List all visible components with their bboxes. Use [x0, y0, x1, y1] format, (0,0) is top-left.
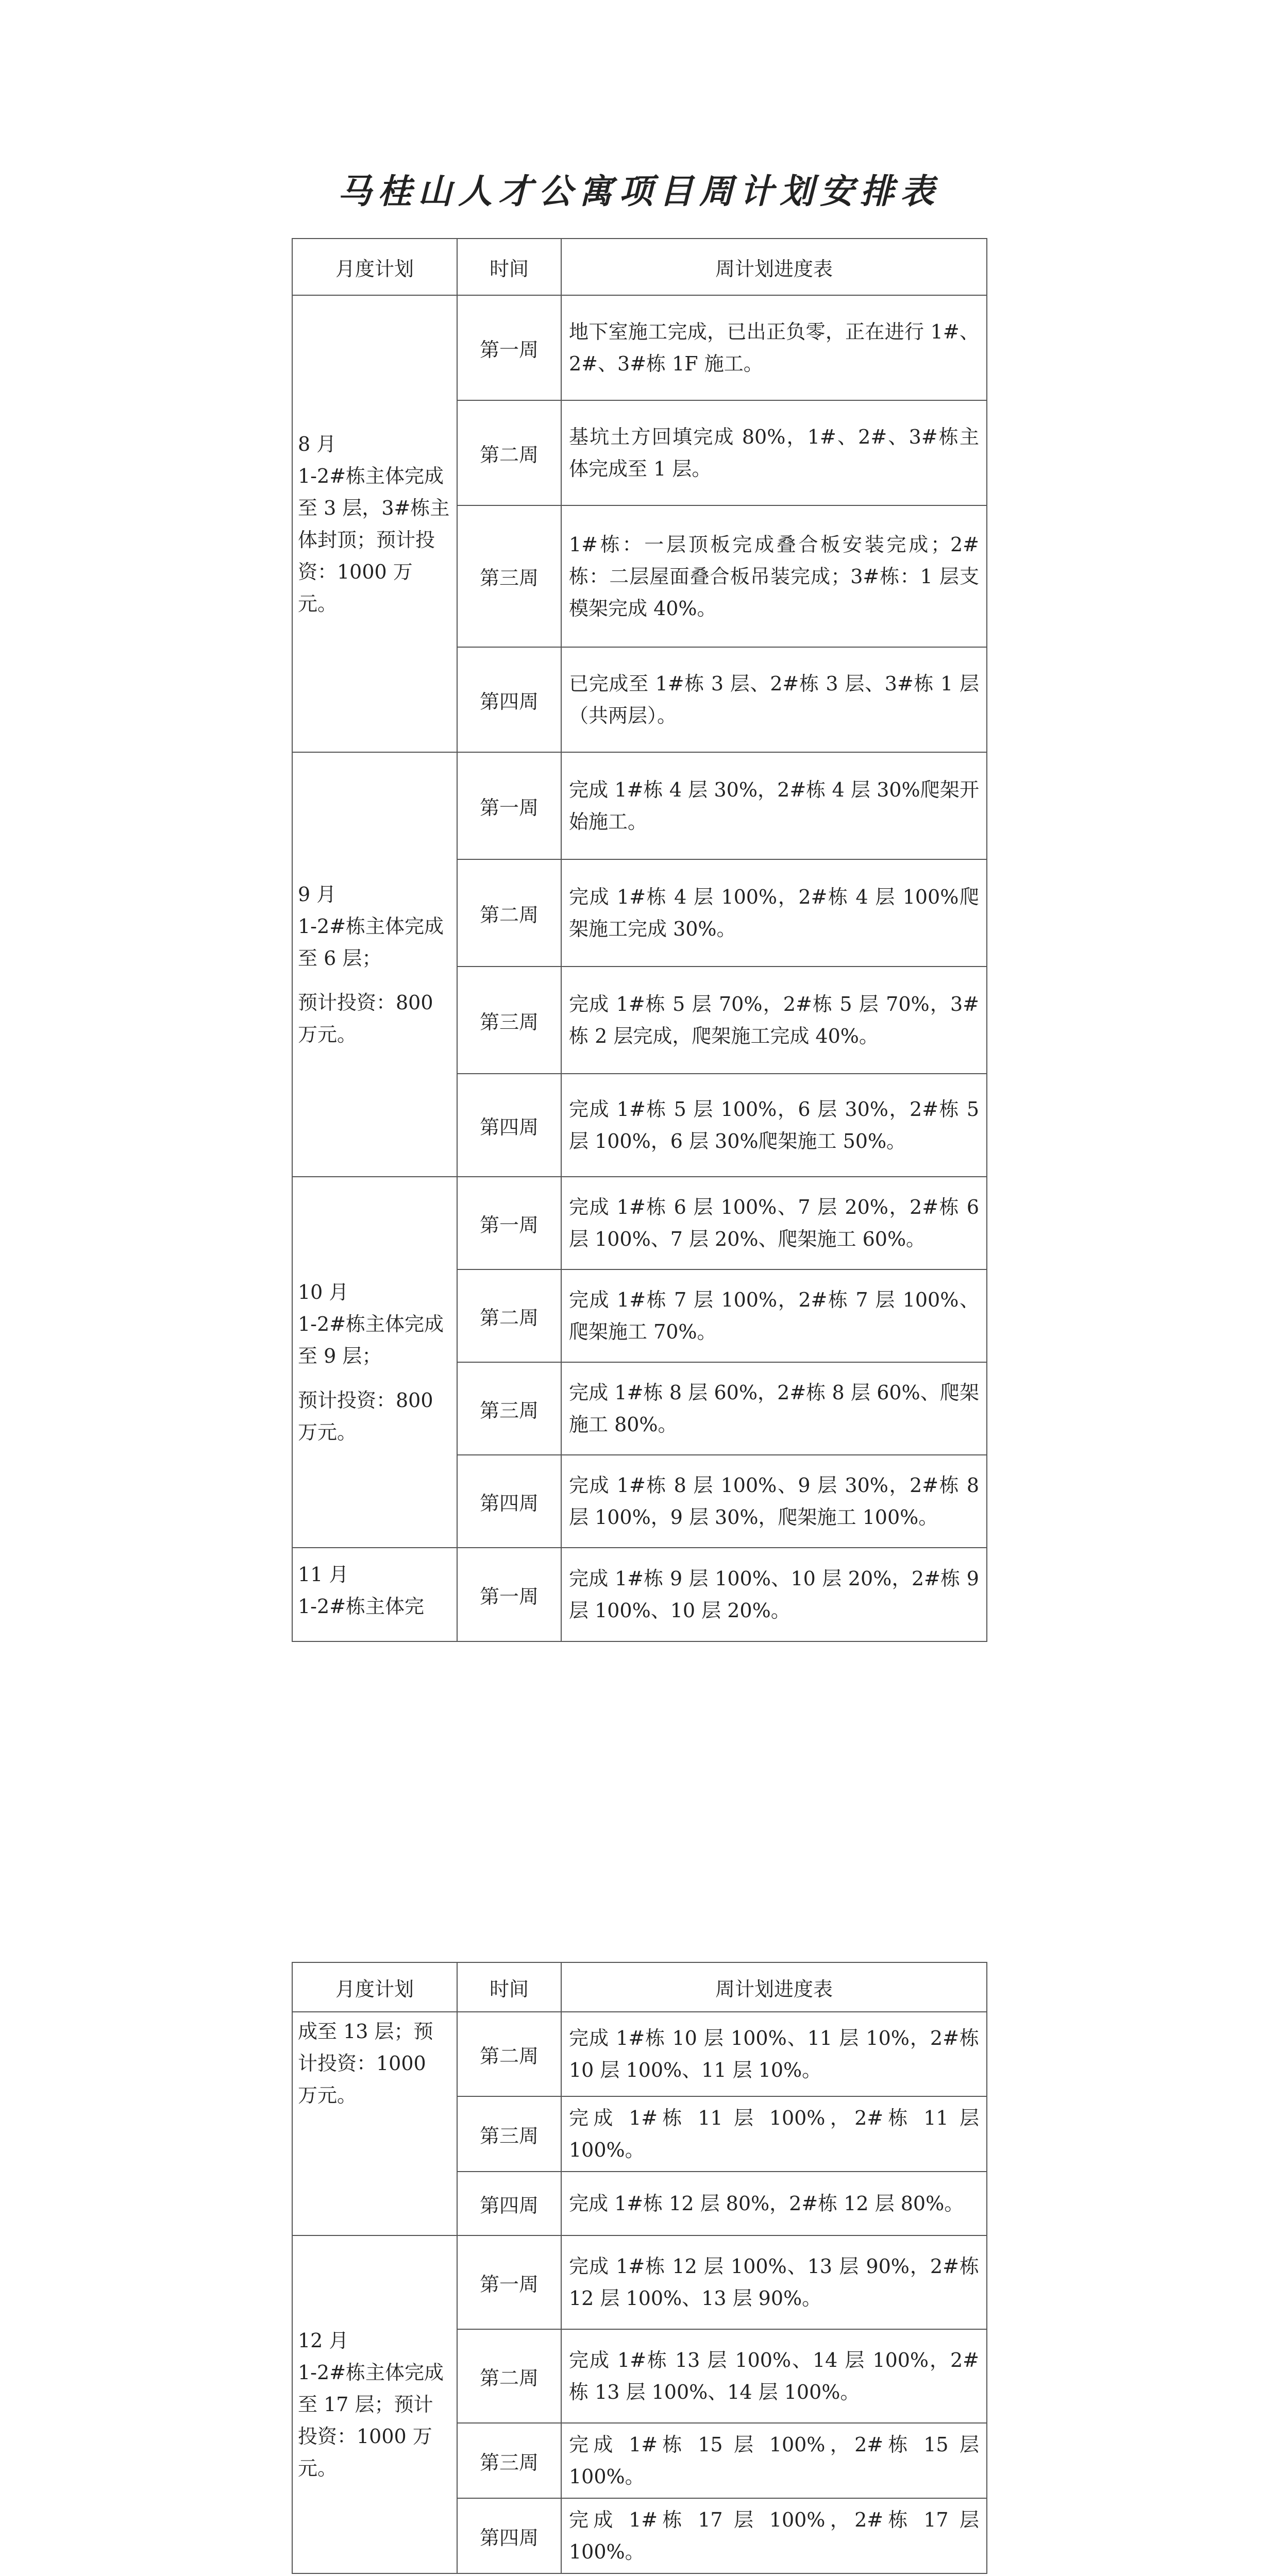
month-plan-dec — [292, 2235, 457, 2573]
header-time: 时间 — [457, 239, 561, 295]
week-label: 第四周 — [457, 1455, 561, 1548]
week-progress: 完成 1#栋 7 层 100%，2#栋 7 层 100%、爬架施工 70%。 — [561, 1269, 987, 1362]
week-progress: 完成 1#栋 6 层 100%、7 层 20%，2#栋 6 层 100%、7 层 20%、爬架施工 60%。 — [561, 1177, 987, 1269]
week-progress: 完成 1#栋 4 层 30%，2#栋 4 层 30%爬架开始施工。 — [561, 752, 987, 859]
table-row — [292, 1548, 987, 1641]
week-label: 第三周 — [457, 967, 561, 1074]
month-investment-text: 预计投资：800 万元。 — [298, 991, 433, 1046]
table-header-row — [292, 239, 987, 295]
month-plan-nov — [292, 1548, 457, 1641]
month-label: 10 月 — [298, 1281, 349, 1303]
week-label: 第四周 — [457, 2498, 561, 2573]
week-label: 第三周 — [457, 2096, 561, 2172]
week-label: 第一周 — [457, 1548, 561, 1641]
month-investment-text: 预计投资：800 万元。 — [298, 1389, 433, 1444]
week-label: 第二周 — [457, 400, 561, 505]
header-weekly-progress: 周计划进度表 — [561, 239, 987, 295]
week-progress: 完成 1#栋 9 层 100%、10 层 20%，2#栋 9 层 100%、10 层 20%。 — [561, 1548, 987, 1641]
table-row — [292, 295, 987, 400]
month-plan-text: 1-2#栋主体完成至 9 层； — [298, 1313, 444, 1367]
month-plan-text: 成至 13 层；预计投资：1000 万元。 — [298, 2020, 433, 2107]
week-label: 第三周 — [457, 1362, 561, 1455]
week-label: 第一周 — [457, 2235, 561, 2329]
header-weekly-progress: 周计划进度表 — [561, 1962, 987, 2012]
week-progress: 1#栋：一层顶板完成叠合板安装完成；2#栋：二层屋面叠合板吊装完成；3#栋：1 层支模架完成 40%。 — [561, 505, 987, 647]
week-progress: 完成 1#栋 5 层 70%，2#栋 5 层 70%，3#栋 2 层完成，爬架施工完成 40%。 — [561, 967, 987, 1074]
week-progress: 完成 1#栋 5 层 100%，6 层 30%，2#栋 5 层 100%，6 层 30%爬架施工 50%。 — [561, 1074, 987, 1177]
week-label: 第二周 — [457, 2329, 561, 2423]
month-plan-text: 1-2#栋主体完成至 17 层；预计投资：1000 万元。 — [298, 2361, 444, 2480]
week-label: 第三周 — [457, 2423, 561, 2498]
month-label: 12 月 — [298, 2329, 349, 2352]
week-progress: 完成 1#栋 10 层 100%、11 层 10%，2#栋 10 层 100%、11 层 10%。 — [561, 2012, 987, 2096]
week-label: 第三周 — [457, 505, 561, 647]
table-row — [292, 2012, 987, 2096]
week-progress: 完成 1#栋 13 层 100%、14 层 100%，2#栋 13 层 100%、14 层 100%。 — [561, 2329, 987, 2423]
week-label: 第一周 — [457, 295, 561, 400]
table-row — [292, 2235, 987, 2329]
month-plan-oct — [292, 1177, 457, 1548]
week-progress: 完成 1#栋 8 层 60%，2#栋 8 层 60%、爬架施工 80%。 — [561, 1362, 987, 1455]
week-label: 第二周 — [457, 859, 561, 967]
week-label: 第四周 — [457, 2172, 561, 2235]
week-label: 第二周 — [457, 2012, 561, 2096]
week-progress: 完成 1#栋 15 层 100%，2#栋 15 层 100%。 — [561, 2423, 987, 2498]
week-progress: 完成 1#栋 8 层 100%、9 层 30%，2#栋 8 层 100%，9 层 30%，爬架施工 100%。 — [561, 1455, 987, 1548]
week-progress: 地下室施工完成，已出正负零，正在进行 1#、2#、3#栋 1F 施工。 — [561, 295, 987, 400]
month-plan-text: 1-2#栋主体完成至 3 层，3#栋主体封顶；预计投资：1000 万元。 — [298, 464, 450, 615]
week-progress: 完成 1#栋 17 层 100%，2#栋 17 层 100%。 — [561, 2498, 987, 2573]
month-plan-nov-cont — [292, 2012, 457, 2235]
table-header-row — [292, 1962, 987, 2012]
month-label: 9 月 — [298, 883, 337, 906]
month-plan-sep — [292, 752, 457, 1177]
table-row — [292, 752, 987, 859]
week-label: 第一周 — [457, 752, 561, 859]
document-title: 马桂山人才公寓项目周计划安排表 — [338, 171, 940, 211]
week-progress: 基坑土方回填完成 80%，1#、2#、3#栋主体完成至 1 层。 — [561, 400, 987, 505]
week-label: 第二周 — [457, 1269, 561, 1362]
week-progress: 完成 1#栋 12 层 80%，2#栋 12 层 80%。 — [561, 2172, 987, 2235]
week-label: 第一周 — [457, 1177, 561, 1269]
month-plan-text: 1-2#栋主体完 — [298, 1595, 425, 1618]
month-label: 8 月 — [298, 432, 337, 455]
weekly-plan-table-1 — [292, 238, 987, 1642]
header-month-plan: 月度计划 — [292, 239, 457, 295]
week-progress: 完成 1#栋 11 层 100%，2#栋 11 层 100%。 — [561, 2096, 987, 2172]
week-progress: 完成 1#栋 4 层 100%，2#栋 4 层 100%爬架施工完成 30%。 — [561, 859, 987, 967]
week-progress: 已完成至 1#栋 3 层、2#栋 3 层、3#栋 1 层（共两层）。 — [561, 647, 987, 752]
month-plan-text: 1-2#栋主体完成至 6 层； — [298, 915, 444, 970]
header-time: 时间 — [457, 1962, 561, 2012]
week-label: 第四周 — [457, 1074, 561, 1177]
month-plan-aug — [292, 295, 457, 752]
header-month-plan: 月度计划 — [292, 1962, 457, 2012]
week-label: 第四周 — [457, 647, 561, 752]
month-label: 11 月 — [298, 1563, 349, 1586]
week-progress: 完成 1#栋 12 层 100%、13 层 90%，2#栋 12 层 100%、13 层 90%。 — [561, 2235, 987, 2329]
weekly-plan-table-2 — [292, 1962, 987, 2574]
table-row — [292, 1177, 987, 1269]
